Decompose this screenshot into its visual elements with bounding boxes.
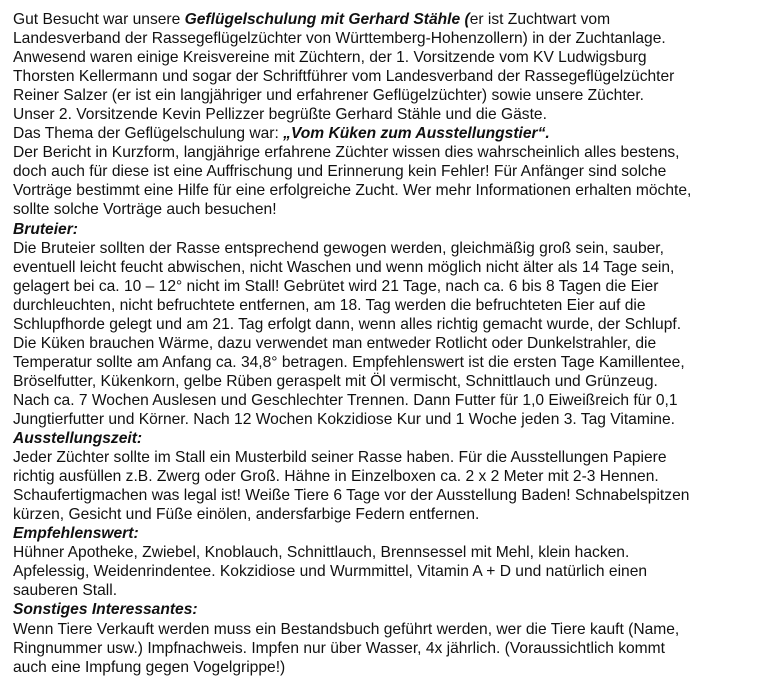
paragraph-line: Temperatur sollte am Anfang ca. 34,8° betragen. Empfehlenswert ist die ersten Tage Kamillentee, (13, 353, 685, 371)
intro-line-5: Reiner Salzer (er ist ein langjähriger und erfahrener Geflügelzüchter) sowie unsere Züchter. (13, 87, 644, 105)
section-heading: Bruteier: (13, 220, 78, 238)
ausstellungszeit-section (13, 429, 758, 524)
paragraph-line: Schlupfhorde gelegt und am 21. Tag erfolgt dann, wenn alles richtig gemacht wurde, der Schlupf. (13, 315, 682, 333)
paragraph-line: Die Küken brauchen Wärme, dazu verwendet man entweder Rotlicht oder Dunkelstrahler, die (13, 334, 657, 352)
section-heading: Empfehlenswert: (13, 525, 139, 543)
intro-line-2: Landesverband der Rassegeflügelzüchter von Württemberg-Hohenzollern) in der Zuchtanlage. (13, 30, 666, 48)
intro-line-9: doch auch für diese ist eine Auffrischung und Erinnerung kein Fehler! Für Anfänger sind solche (13, 163, 667, 181)
intro-line-7 (13, 124, 758, 143)
paragraph-line: Schaufertigmachen was legal ist! Weiße Tiere 6 Tage vor der Ausstellung Baden! Schnabelspitzen (13, 487, 690, 505)
paragraph-line: gelagert bei ca. 10 – 12° nicht im Stall! Gebrütet wird 21 Tage, nach ca. 6 bis 8 Tagen die Eier (13, 277, 659, 295)
paragraph-line: Wenn Tiere Verkauft werden muss ein Bestandsbuch geführt werden, wer die Tiere kauft (Name, (13, 620, 680, 638)
paragraph-line: Nach ca. 7 Wochen Auslesen und Geschlechter Trennen. Dann Futter für 1,0 Eiweißreich für 0,1 (13, 391, 678, 409)
bruteier-section (13, 220, 758, 430)
sonstiges-section (13, 600, 758, 676)
paragraph-line: durchleuchten, nicht befruchtete entfernen, am 18. Tag werden die befruchteten Eier auf die (13, 296, 646, 314)
intro-section (13, 10, 758, 220)
empfehlenswert-section (13, 524, 758, 600)
paragraph-line: Jungtierfutter und Körner. Nach 12 Wochen Kokzidiose Kur und 1 Woche jeden 3. Tag Vitamine. (13, 410, 675, 428)
section-heading: Ausstellungszeit: (13, 430, 143, 448)
intro-line-8: Der Bericht in Kurzform, langjährige erfahrene Züchter wissen dies wahrscheinlich alles bestens, (13, 144, 680, 162)
section-heading: Sonstiges Interessantes: (13, 601, 198, 619)
paragraph-line: auch eine Impfung gegen Vogelgrippe!) (13, 658, 286, 676)
intro-text: Das Thema der Geflügelschulung war: (13, 125, 284, 143)
intro-line-6: Unser 2. Vorsitzende Kevin Pellizzer begrüßte Gerhard Stähle und die Gäste. (13, 106, 547, 124)
intro-line-10: Vorträge bestimmt eine Hilfe für eine erfolgreiche Zucht. Wer mehr Informationen erhalten möchte, (13, 182, 692, 200)
intro-text: er ist Zuchtwart vom (469, 11, 611, 28)
paragraph-line: richtig ausfüllen z.B. Zwerg oder Groß. Hähne in Einzelboxen ca. 2 x 2 Meter mit 2-3 Hennen. (13, 468, 659, 486)
paragraph-line: kürzen, Gesicht und Füße einölen, andersfarbige Federn entfernen. (13, 506, 480, 524)
paragraph-line: Ringnummer usw.) Impfnachweis. Impfen nur über Wasser, 4x jährlich. (Voraussichtlich kommt (13, 639, 665, 657)
paragraph-line: sauberen Stall. (13, 582, 118, 600)
event-title: Geflügelschulung mit Gerhard Stähle ( (184, 11, 470, 28)
paragraph-line: Hühner Apotheke, Zwiebel, Knoblauch, Schnittlauch, Brennsessel mit Mehl, klein hacken. (13, 544, 630, 562)
intro-text: Gut Besucht war unsere (13, 11, 185, 28)
intro-line-1 (13, 10, 758, 29)
paragraph-line: Jeder Züchter sollte im Stall ein Musterbild seiner Rasse haben. Für die Ausstellungen Papiere (13, 449, 667, 467)
paragraph-line: eventuell leicht feucht abwischen, nicht Waschen und wenn möglich nicht älter als 14 Tage sein, (13, 258, 675, 276)
intro-line-4: Thorsten Kellermann und sogar der Schriftführer vom Landesverband der Rassegeflügelzüchter (13, 68, 675, 86)
intro-line-3: Anwesend waren einige Kreisvereine mit Züchtern, der 1. Vorsitzende vom KV Ludwigsburg (13, 49, 647, 67)
paragraph-line: Apfelessig, Weidenrindentee. Kokzidiose und Wurmmittel, Vitamin A + D und natürlich einen (13, 563, 648, 581)
intro-line-11: sollte solche Vorträge auch besuchen! (13, 201, 277, 219)
paragraph-line: Die Bruteier sollten der Rasse entsprechend gewogen werden, gleichmäßig groß sein, sauber, (13, 239, 664, 257)
paragraph-line: Bröselfutter, Kükenkorn, gelbe Rüben geraspelt mit Öl vermischt, Schnittlauch und Grünzeug. (13, 372, 658, 390)
topic-title: „Vom Küken zum Ausstellungstier“. (283, 125, 550, 143)
document-page (13, 10, 758, 677)
